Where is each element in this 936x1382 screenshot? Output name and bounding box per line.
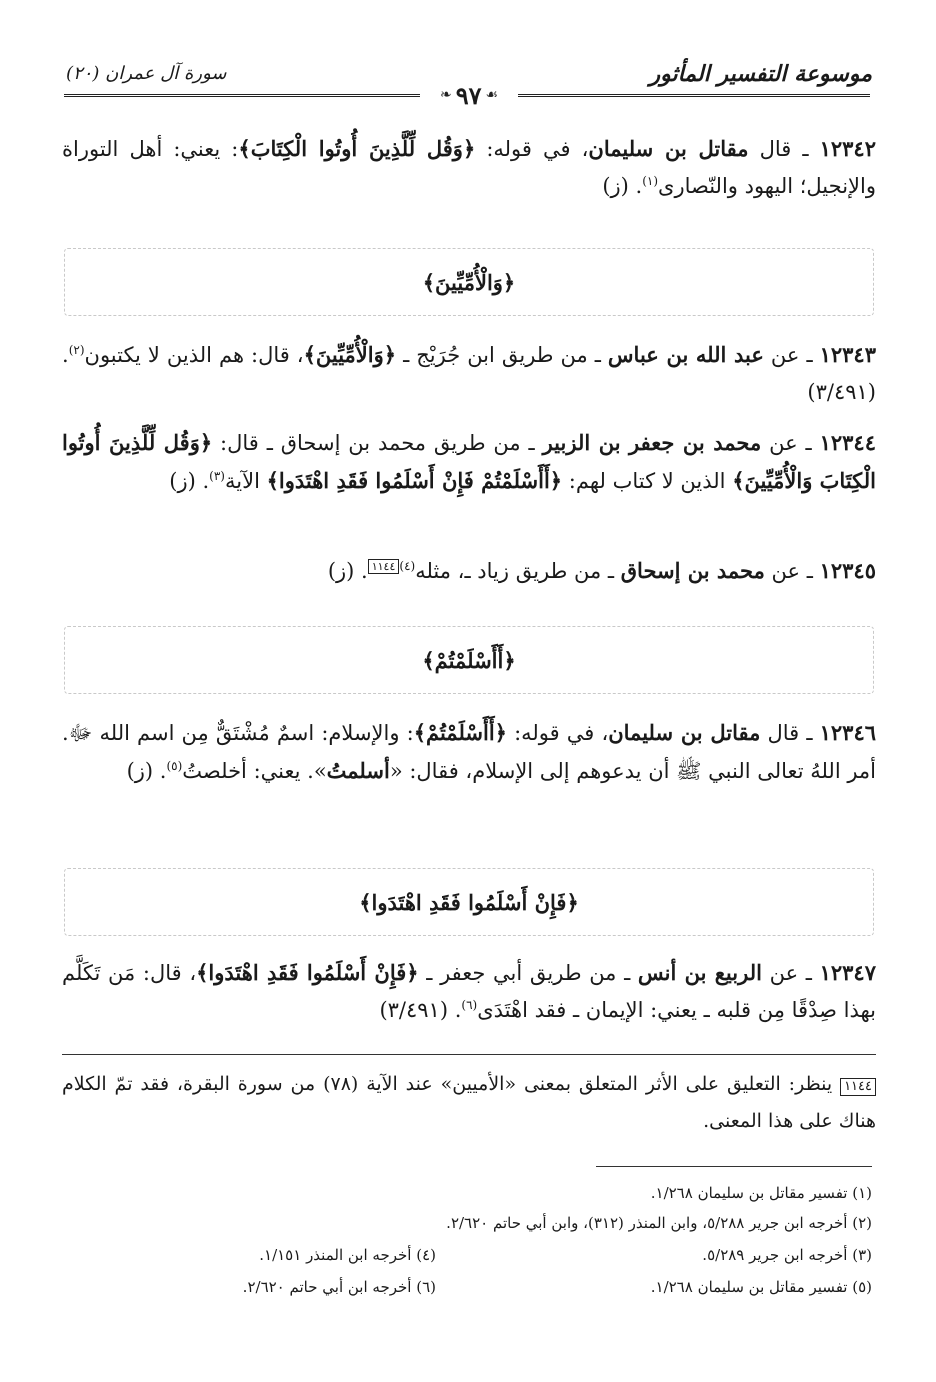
- header-rule-right: [518, 94, 870, 97]
- entry-text: : يعني: أهل التوراة والإنجيل؛ اليهود والنّصارى: [62, 137, 876, 198]
- entry-mid: ـ من طريق زياد ـ، مثله: [415, 559, 621, 583]
- footnote: (٢) أخرجه ابن جرير ٥/٢٨٨، وابن المنذر (٣١٢)، وابن أبي حاتم ٢/٦٢٠.: [446, 1214, 872, 1232]
- footnote-marker: (٤): [399, 559, 416, 573]
- footnote: (١) تفسير مقاتل بن سليمان ١/٢٦٨.: [650, 1184, 872, 1202]
- entry-tail: . (ز): [327, 559, 368, 583]
- page-number: ٩٧: [455, 80, 482, 110]
- footnote: (٤) أخرجه ابن المنذر ١/١٥١.: [259, 1246, 436, 1264]
- quoted-word: أسلمتُ: [326, 758, 390, 783]
- verse-heading-box: [64, 868, 874, 936]
- footnote-marker: (٢): [68, 343, 85, 357]
- entry-tail: . (ز): [169, 469, 210, 493]
- cross-reference-box: ١١٤٤: [368, 559, 400, 574]
- footnote: (٦) أخرجه ابن أبي حاتم ٢/٦٢٠.: [242, 1278, 436, 1296]
- header-rule-left: [64, 94, 420, 97]
- entry-number: ١٢٣٤٥: [819, 558, 876, 583]
- entry-dash: ـ: [799, 343, 820, 367]
- entry-number: ١٢٣٤٧: [819, 960, 876, 985]
- narrator-name: مقاتل بن سليمان: [608, 720, 761, 745]
- entry-text: ، قال: مَن تَكَلَّم بهذا صِدْقًا مِن قلبه ـ يعني: الإيمان ـ فقد اهْتَدَى: [62, 961, 876, 1022]
- entry-mid: ـ من طريق أبي جعفر ـ: [418, 961, 638, 985]
- footnote-marker: (٥): [166, 759, 183, 773]
- entry-dash: ـ: [797, 431, 820, 455]
- entry-12346: [62, 714, 876, 790]
- footnote: (٣) أخرجه ابن جرير ٥/٢٨٩.: [702, 1246, 872, 1264]
- entry-mid: ـ من طريق محمد بن إسحاق ـ قال:: [212, 431, 543, 455]
- narrator-name: مقاتل بن سليمان: [588, 136, 749, 161]
- ornament-icon: ☙: [485, 87, 499, 103]
- entry-mid: ـ من طريق ابن جُرَيْج ـ: [396, 343, 608, 367]
- quran-quote-2: ﴿أَأَسْلَمْتُمْ فَإِنْ أَسْلَمُوا فَقَدِ اهْتَدَوا﴾: [266, 468, 563, 493]
- entry-12344: [62, 424, 876, 500]
- entry-pre: عن: [764, 559, 801, 583]
- narrator-name: محمد بن إسحاق: [620, 558, 765, 583]
- entry-number: ١٢٣٤٣: [819, 342, 876, 367]
- entry-tail: . (ز): [602, 174, 643, 198]
- narrator-name: محمد بن جعفر بن الزبير: [542, 430, 762, 455]
- entry-dash: ـ: [798, 961, 820, 985]
- quran-quote: ﴿وَالْأُمِّيِّينَ﴾: [303, 342, 397, 367]
- ornament-icon: ❧: [439, 87, 452, 103]
- entry-text-2: ». يعني: أخلصتُ: [182, 759, 327, 783]
- footnote-marker: (٦): [461, 998, 478, 1012]
- entry-12347: [62, 954, 876, 1029]
- footnote-marker: (٣): [209, 469, 225, 483]
- quran-quote: ﴿فَإِنْ أَسْلَمُوا فَقَدِ اهْتَدَوا﴾: [196, 960, 419, 985]
- entry-tail: . (٣/٤٩١): [62, 343, 876, 404]
- footnotes-rule: [596, 1166, 872, 1167]
- entry-text: الذين لا كتاب لهم:: [562, 469, 733, 493]
- entry-12342: [62, 130, 876, 205]
- entry-tail: . (٣/٤٩١): [379, 998, 462, 1022]
- entry-tail: . (ز): [126, 759, 167, 783]
- entry-number: ١٢٣٤٤: [819, 430, 876, 455]
- entry-text-2: الآية: [224, 469, 267, 493]
- entry-dash: ـ: [799, 721, 820, 745]
- entry-dash: ـ: [791, 137, 820, 161]
- surah-label: سورة آل عمران (٢٠): [66, 63, 227, 84]
- quran-quote: ﴿وَقُل لِّلَّذِينَ أُوتُوا الْكِتَابَ وَالْأُمِّيِّينَ﴾: [62, 430, 876, 493]
- footnote: (٥) تفسير مقاتل بن سليمان ١/٢٦٨.: [650, 1278, 872, 1296]
- entry-number: ١٢٣٤٦: [819, 720, 877, 745]
- entry-dash: ـ: [800, 559, 820, 583]
- note-rule: [62, 1054, 876, 1055]
- entry-pre: قال: [748, 137, 792, 161]
- entry-12343: [62, 336, 876, 411]
- narrator-name: الربيع بن أنس: [637, 960, 762, 985]
- entry-text: : والإسلام: اسمٌ مُشْتَقٌّ مِن اسم الله ﷻ. أمر اللهُ تعالى النبي ﷺ أن يدعوهم إلى الإسلام، فقال: «: [62, 721, 876, 783]
- page-number-block: [420, 80, 518, 110]
- commentary-note: [62, 1066, 876, 1140]
- note-reference-box: ١١٤٤: [840, 1078, 876, 1096]
- quran-quote: ﴿وَقُل لِّلَّذِينَ أُوتُوا الْكِتَابَ﴾: [238, 136, 476, 161]
- verse-heading-box: [64, 626, 874, 694]
- quran-quote: ﴿أَأَسْلَمْتُمْ﴾: [413, 720, 507, 745]
- footnote-marker: (١): [642, 174, 659, 188]
- verse-heading-box: [64, 248, 874, 316]
- book-title: موسوعة التفسير المأثور: [649, 61, 872, 87]
- entry-12345: [62, 552, 876, 590]
- entry-pre: عن: [763, 343, 800, 367]
- entry-number: ١٢٣٤٢: [819, 136, 876, 161]
- entry-text: ، قال: هم الذين لا يكتبون: [84, 343, 304, 367]
- verse-heading: ﴿أَأَسْلَمْتُمْ﴾: [422, 647, 516, 673]
- verse-heading: ﴿وَالْأُمِّيِّينَ﴾: [422, 269, 516, 295]
- entry-pre: قال: [760, 721, 800, 745]
- entry-pre: عن: [761, 431, 798, 455]
- entry-mid: ، في قوله:: [475, 137, 589, 161]
- entry-mid: ، في قوله:: [506, 721, 609, 745]
- verse-heading: ﴿فَإِنْ أَسْلَمُوا فَقَدِ اهْتَدَوا﴾: [359, 889, 579, 915]
- narrator-name: عبد الله بن عباس: [607, 342, 764, 367]
- entry-pre: عن: [761, 961, 799, 985]
- note-text: ينظر: التعليق على الأثر المتعلق بمعنى «الأميين» عند الآية (٧٨) من سورة البقرة، فقد تمّ الكلام هناك على هذا المعنى.: [62, 1073, 876, 1132]
